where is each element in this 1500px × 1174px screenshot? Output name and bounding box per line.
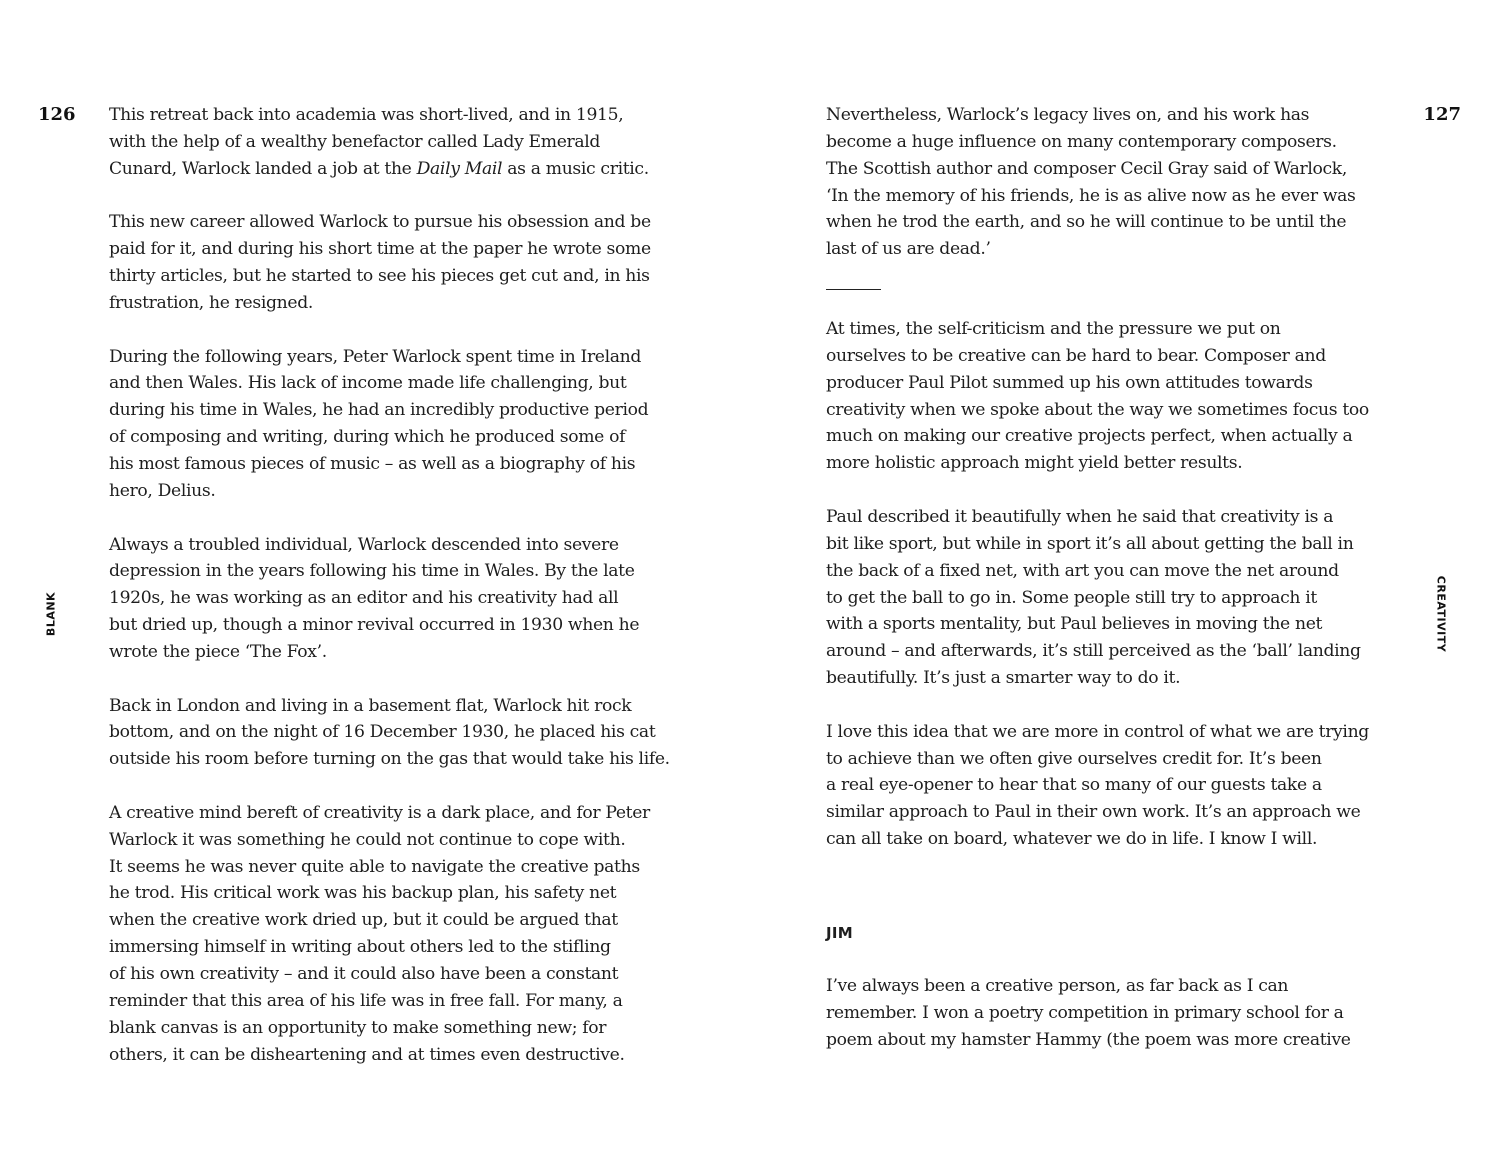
speaker-heading: JIM [826, 923, 853, 942]
text-line: 1920s, he was working as an editor and his creativity had all [109, 588, 619, 609]
text-line: wrote the piece ‘The Fox’. [109, 641, 327, 662]
text-line: of composing and writing, during which he produced some of [109, 427, 626, 448]
text-line: to get the ball to go in. Some people still try to approach it [826, 587, 1317, 608]
paragraph [826, 973, 1406, 1054]
text-line: beautifully. It’s just a smarter way to do it. [826, 668, 1181, 689]
running-head-right: CREATIVITY [1434, 575, 1448, 653]
text-line: his most famous pieces of music – as well as a biography of his [109, 453, 636, 474]
text-line: when he trod the earth, and so he will continue to be until the [826, 212, 1347, 233]
text-line: become a huge influence on many contemporary composers. [826, 131, 1337, 152]
text-line: This retreat back into academia was short-lived, and in 1915, [109, 105, 624, 125]
text-line: frustration, he resigned. [109, 292, 313, 313]
paragraph [109, 532, 689, 666]
text-line: Nevertheless, Warlock’s legacy lives on, and his work has [826, 105, 1310, 125]
text-line: depression in the years following his time in Wales. By the late [109, 561, 635, 582]
page-number-right: 127 [1423, 104, 1461, 125]
text-line: I love this idea that we are more in control of what we are trying [826, 721, 1369, 742]
text-line: blank canvas is an opportunity to make something new; for [109, 1017, 607, 1038]
text-line: but dried up, though a minor revival occurred in 1930 when he [109, 615, 640, 636]
paragraph [826, 504, 1406, 692]
paragraph [109, 344, 689, 505]
text-line: ourselves to be creative can be hard to bear. Composer and [826, 345, 1326, 366]
text-run: Cunard, Warlock landed a job at the [109, 158, 417, 179]
text-line: with the help of a wealthy benefactor called Lady Emerald [109, 131, 601, 152]
text-line: It seems he was never quite able to navigate the creative paths [109, 856, 640, 877]
text-run: as a music critic. [502, 158, 649, 179]
text-line: Always a troubled individual, Warlock descended into severe [109, 534, 619, 555]
text-line: paid for it, and during his short time at the paper he wrote some [109, 239, 651, 260]
paragraph [109, 102, 689, 183]
text-line: At times, the self-criticism and the pressure we put on [826, 319, 1281, 340]
text-line [109, 156, 689, 183]
left-page-text [109, 102, 689, 1068]
paragraph [826, 316, 1406, 477]
text-line: This new career allowed Warlock to pursue his obsession and be [109, 212, 651, 233]
publication-title: Daily Mail [416, 158, 503, 179]
text-line: during his time in Wales, he had an incredibly productive period [109, 400, 649, 421]
text-line: more holistic approach might yield better results. [826, 453, 1243, 474]
text-line: much on making our creative projects perfect, when actually a [826, 426, 1353, 447]
section-divider [826, 289, 881, 290]
text-line: and then Wales. His lack of income made life challenging, but [109, 373, 627, 394]
text-line: last of us are dead.’ [826, 239, 991, 260]
text-line: of his own creativity – and it could also have been a constant [109, 964, 619, 984]
text-line: around – and afterwards, it’s still perceived as the ‘ball’ landing [826, 641, 1361, 662]
text-line: when the creative work dried up, but it could be argued that [109, 910, 618, 931]
paragraph [109, 209, 689, 316]
text-line: bit like sport, but while in sport it’s all about getting the ball in [826, 533, 1354, 554]
text-line: A creative mind bereft of creativity is a dark place, and for Peter [109, 802, 650, 823]
text-line: poem about my hamster Hammy (the poem was more creative [826, 1030, 1351, 1051]
text-line: immersing himself in writing about others led to the stifling [109, 937, 611, 958]
right-page-text [826, 102, 1406, 1054]
text-line: a real eye-opener to hear that so many of our guests take a [826, 775, 1322, 796]
text-line: Warlock it was something he could not continue to cope with. [109, 829, 626, 850]
text-line: he trod. His critical work was his backup plan, his safety net [109, 883, 617, 904]
text-line: to achieve than we often give ourselves credit for. It’s been [826, 748, 1322, 769]
text-line: During the following years, Peter Warlock spent time in Ireland [109, 346, 642, 367]
paragraph [109, 693, 689, 774]
text-line: creativity when we spoke about the way we sometimes focus too [826, 399, 1369, 420]
text-line: hero, Delius. [109, 480, 216, 501]
text-line: with a sports mentality, but Paul believes in moving the net [826, 614, 1323, 635]
text-line: others, it can be disheartening and at times even destructive. [109, 1044, 625, 1065]
text-line: remember. I won a poetry competition in primary school for a [826, 1003, 1344, 1024]
text-line: producer Paul Pilot summed up his own attitudes towards [826, 372, 1313, 393]
paragraph [109, 800, 689, 1068]
running-head-left: BLANK [44, 591, 58, 637]
text-line: outside his room before turning on the gas that would take his life. [109, 749, 670, 770]
text-line: ‘In the memory of his friends, he is as alive now as he ever was [826, 185, 1356, 206]
text-line: Paul described it beautifully when he said that creativity is a [826, 506, 1334, 527]
text-line: bottom, and on the night of 16 December 1930, he placed his cat [109, 722, 656, 743]
text-line: similar approach to Paul in their own work. It’s an approach we [826, 802, 1361, 823]
text-line: can all take on board, whatever we do in life. I know I will. [826, 829, 1318, 850]
paragraph [826, 719, 1406, 853]
text-line: I’ve always been a creative person, as far back as I can [826, 976, 1289, 997]
text-line: the back of a fixed net, with art you can move the net around [826, 560, 1339, 581]
paragraph [826, 102, 1406, 263]
text-line: reminder that this area of his life was in free fall. For many, a [109, 990, 623, 1011]
text-line: Back in London and living in a basement flat, Warlock hit rock [109, 695, 632, 716]
text-line: The Scottish author and composer Cecil Gray said of Warlock, [826, 158, 1347, 179]
text-line: thirty articles, but he started to see his pieces get cut and, in his [109, 266, 650, 287]
page-number-left: 126 [38, 104, 76, 125]
